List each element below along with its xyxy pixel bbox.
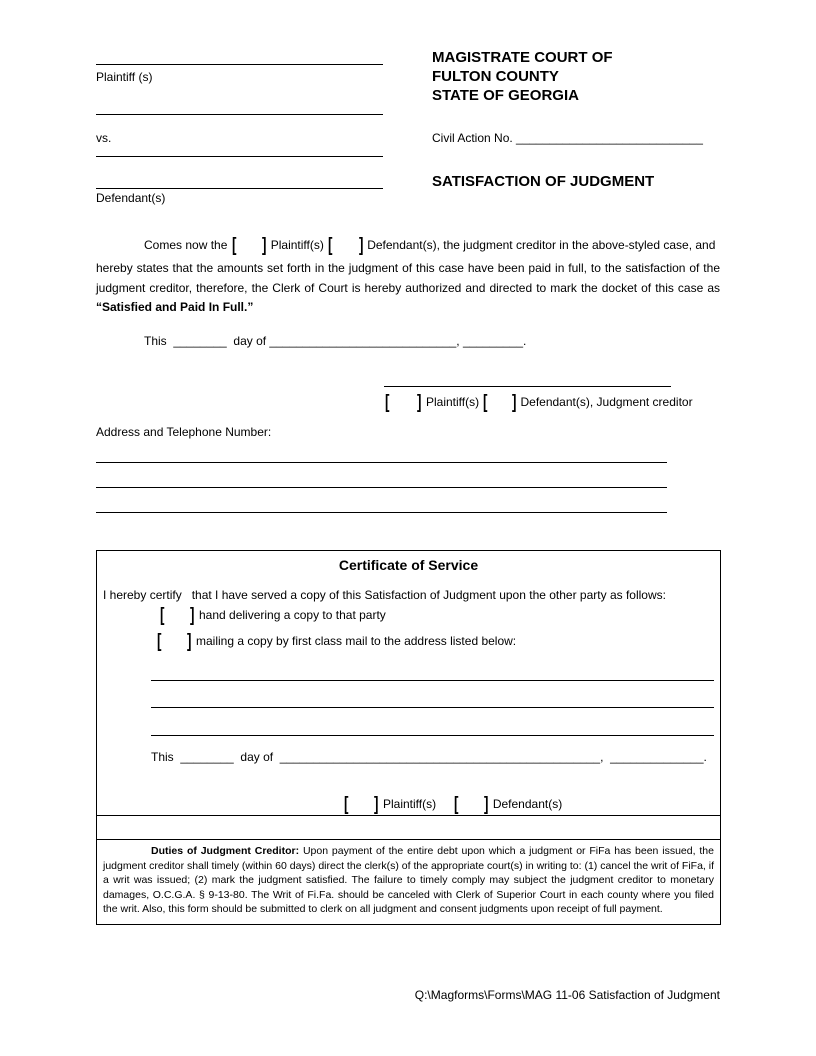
intro-plaintiff-option: Plaintiff(s) [270,238,324,252]
address-label: Address and Telephone Number: [96,425,272,439]
address-line-2[interactable] [96,487,667,488]
duties-heading: Duties of Judgment Creditor: [151,845,300,857]
body-paragraph [96,259,720,318]
form-title: SATISFACTION OF JUDGMENT [432,173,655,190]
paragraph-text: hereby states that the amounts set forth in the judgment of this case have been paid in full, to the satisfaction of the judgment creditor, therefore, the Clerk of Court is hereby authorized and directed to mark the docket of this case as [96,261,720,295]
service-address-line-2[interactable] [151,707,714,708]
service-address-line-1[interactable] [151,680,714,681]
civil-action-number: Civil Action No. ____________________________ [432,131,703,145]
signer-plaintiff-option: Plaintiff(s) [426,395,480,409]
vs-label: vs. [96,131,112,145]
footer-file-path: Q:\Magforms\Forms\MAG 11-06 Satisfaction of Judgment [414,988,720,1002]
plaintiff-name-line[interactable] [96,64,383,65]
court-name-line-3: STATE OF GEORGIA [432,87,579,104]
court-name-line-1: MAGISTRATE COURT OF [432,49,613,66]
right-bracket-icon: ] [187,631,192,652]
service-option-mail [156,631,517,652]
defendant-label: Defendant(s) [96,191,166,205]
certificate-title: Certificate of Service [338,557,479,573]
intro-defendant-option: Defendant(s), the judgment creditor in the above-styled case, and [367,238,716,252]
address-line-1[interactable] [96,462,667,463]
date-line[interactable]: This ________ day of ____________________________, _________. [144,334,527,348]
right-bracket-icon: ] [358,235,363,256]
service-address-line-3[interactable] [151,735,714,736]
signature-line[interactable] [384,386,671,387]
left-bracket-icon: [ [384,392,390,413]
cert-plaintiff-option: Plaintiff(s) [383,797,437,811]
intro-comes-now: Comes now the [144,238,228,252]
spacer-box [96,815,721,840]
defendant-name-line-1[interactable] [96,156,383,157]
left-bracket-icon: [ [483,392,488,413]
right-bracket-icon: ] [374,794,379,815]
left-bracket-icon: [ [343,794,349,815]
left-bracket-icon: [ [328,235,333,256]
hand-delivery-label: hand delivering a copy to that party [199,608,386,622]
plaintiff-name-line-2[interactable] [96,114,383,115]
cert-defendant-option: Defendant(s) [492,797,563,811]
right-bracket-icon: ] [261,235,267,256]
intro-line [144,235,716,256]
certify-text: I hereby certify that I have served a copy of this Satisfaction of Judgment upon the other party as follows: [103,588,666,602]
right-bracket-icon: ] [417,392,422,413]
service-option-hand [159,605,386,626]
service-date-line[interactable]: This ________ day of ________________________________________________, ______________. [151,750,707,764]
left-bracket-icon: [ [231,235,237,256]
signature-party-options [384,392,693,413]
left-bracket-icon: [ [159,605,165,626]
court-name-line-2: FULTON COUNTY [432,68,559,85]
left-bracket-icon: [ [156,631,162,652]
defendant-name-line-2[interactable] [96,188,383,189]
duties-text-block [103,844,714,917]
right-bracket-icon: ] [190,605,195,626]
right-bracket-icon: ] [511,392,517,413]
paid-in-full-phrase: “Satisfied and Paid In Full.” [96,300,254,314]
plaintiff-label: Plaintiff (s) [96,70,153,84]
right-bracket-icon: ] [484,794,489,815]
signer-defendant-option: Defendant(s), Judgment creditor [520,395,693,409]
mail-delivery-label: mailing a copy by first class mail to the address listed below: [196,634,517,648]
left-bracket-icon: [ [453,794,459,815]
certificate-party-options [343,794,563,815]
address-line-3[interactable] [96,512,667,513]
duties-text: Upon payment of the entire debt upon which a judgment or FiFa has been issued, the judgment creditor shall timely (within 60 days) direct the clerk(s) of the appropriate court(s) in writing to: (1) cancel the writ of FiFa, if a writ was issued; (2) mark the judgment satisfied. The failure to timely comply may subject the judgment creditor to monetary damages, O.C.G.A. § 9-13-80. The Writ of Fi.Fa. should be canceled with Clerk of Superior Court in each county where you filed the writ. Also, this form should be submitted to clerk on all judgment and consent judgments upon receipt of full payment. [103,845,714,915]
